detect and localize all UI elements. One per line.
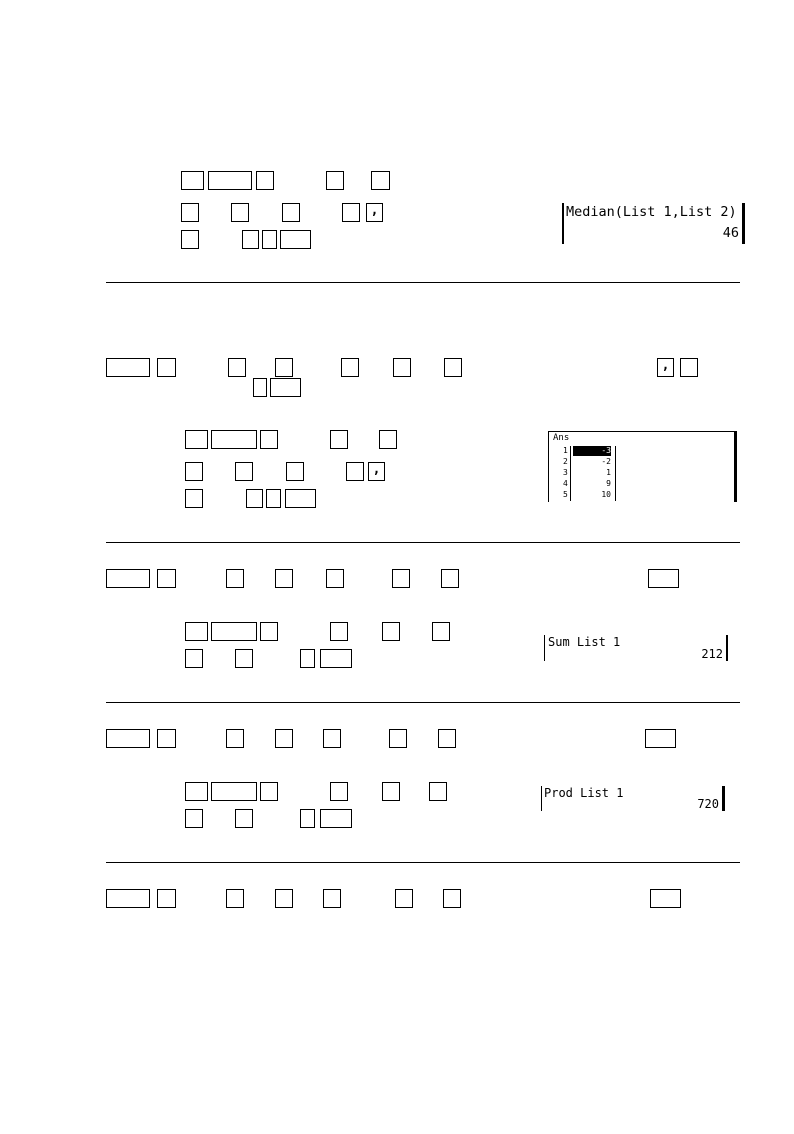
calculator-key [226,569,244,588]
calculator-key [438,729,456,748]
calculator-key [235,462,253,481]
calculator-key [242,230,259,249]
calculator-key [106,569,150,588]
calculator-key [211,622,257,641]
ans-list-index: 4 [563,479,568,488]
comma-key: , [368,462,385,481]
calculator-key [275,729,293,748]
calculator-key [260,782,278,801]
calculator-key [262,230,277,249]
calculator-key [181,230,199,249]
calculator-key [330,430,348,449]
comma-key: , [657,358,674,377]
calculator-key [330,782,348,801]
calculator-key [282,203,300,222]
ans-list-row [549,479,619,490]
calculator-key [323,729,341,748]
ans-list-index: 5 [563,490,568,499]
ans-list-row [549,446,619,457]
median-screen-expression: Median(List 1,List 2) [566,204,737,220]
calculator-key [266,489,281,508]
calculator-key [256,171,274,190]
calculator-key [185,462,203,481]
sum-screen-result: 212 [701,647,723,661]
calculator-key [181,203,199,222]
calculator-key [320,809,352,828]
calculator-key [320,649,352,668]
comma-key: , [366,203,383,222]
calculator-key [246,489,263,508]
calculator-key [382,622,400,641]
ans-list-value: 9 [606,479,611,488]
calculator-key [253,378,267,397]
calculator-key [379,430,397,449]
sum-screen [544,635,728,661]
ans-list-row [549,457,619,468]
calculator-key [157,569,176,588]
calculator-key [371,171,390,190]
median-screen [562,203,745,244]
calculator-key [106,889,150,908]
prod-screen-result: 720 [697,797,719,811]
ans-list-value-selected: -3 [573,446,611,456]
calculator-key [185,489,203,508]
calculator-key [341,358,359,377]
calculator-key [330,622,348,641]
calculator-key [231,203,249,222]
calculator-key [260,622,278,641]
calculator-key [226,889,244,908]
calculator-key [326,171,344,190]
ans-list-value: -2 [601,457,611,466]
calculator-key [275,569,293,588]
calculator-key [185,430,208,449]
calculator-key [211,430,257,449]
prod-screen-expression: Prod List 1 [544,786,624,800]
calculator-key [393,358,411,377]
calculator-key [260,430,278,449]
calculator-key [300,649,315,668]
ans-list-screen [548,431,737,502]
ans-list-index: 1 [563,446,568,455]
calculator-key [157,729,176,748]
calculator-key [323,889,341,908]
sum-screen-expression: Sum List 1 [548,635,621,649]
calculator-key [395,889,413,908]
ans-list-value: 1 [606,468,611,477]
ans-list-row [549,468,619,479]
calculator-key [441,569,459,588]
calculator-key [185,782,208,801]
calculator-key [645,729,676,748]
calculator-key [235,809,253,828]
ans-list-index: 2 [563,457,568,466]
calculator-key [286,462,304,481]
calculator-key [275,358,293,377]
calculator-key [185,622,208,641]
calculator-key [650,889,681,908]
calculator-key [157,358,176,377]
ans-list-row [549,490,619,501]
calculator-key [185,649,203,668]
calculator-key [211,782,257,801]
ans-list-header: Ans [553,433,570,443]
calculator-key [185,809,203,828]
calculator-key [208,171,252,190]
calculator-key [432,622,450,641]
calculator-key [235,649,253,668]
prod-screen [541,786,725,811]
ans-list-index: 3 [563,468,568,477]
ans-list-value: 10 [601,490,611,499]
calculator-key [228,358,246,377]
calculator-key [300,809,315,828]
calculator-key [389,729,407,748]
section-divider [106,282,740,283]
calculator-key [280,230,311,249]
calculator-key [270,378,301,397]
calculator-key [444,358,462,377]
calculator-key [285,489,316,508]
calculator-key [392,569,410,588]
calculator-key [226,729,244,748]
calculator-key [443,889,461,908]
calculator-key [342,203,360,222]
calculator-key [382,782,400,801]
calculator-key [680,358,698,377]
calculator-key [648,569,679,588]
median-screen-result: 46 [722,225,739,241]
section-divider [106,702,740,703]
calculator-key [429,782,447,801]
calculator-key [106,729,150,748]
calculator-key [181,171,204,190]
calculator-key [106,358,150,377]
calculator-key [275,889,293,908]
section-divider [106,862,740,863]
calculator-key [346,462,364,481]
calculator-key [157,889,176,908]
calculator-key [326,569,344,588]
section-divider [106,542,740,543]
